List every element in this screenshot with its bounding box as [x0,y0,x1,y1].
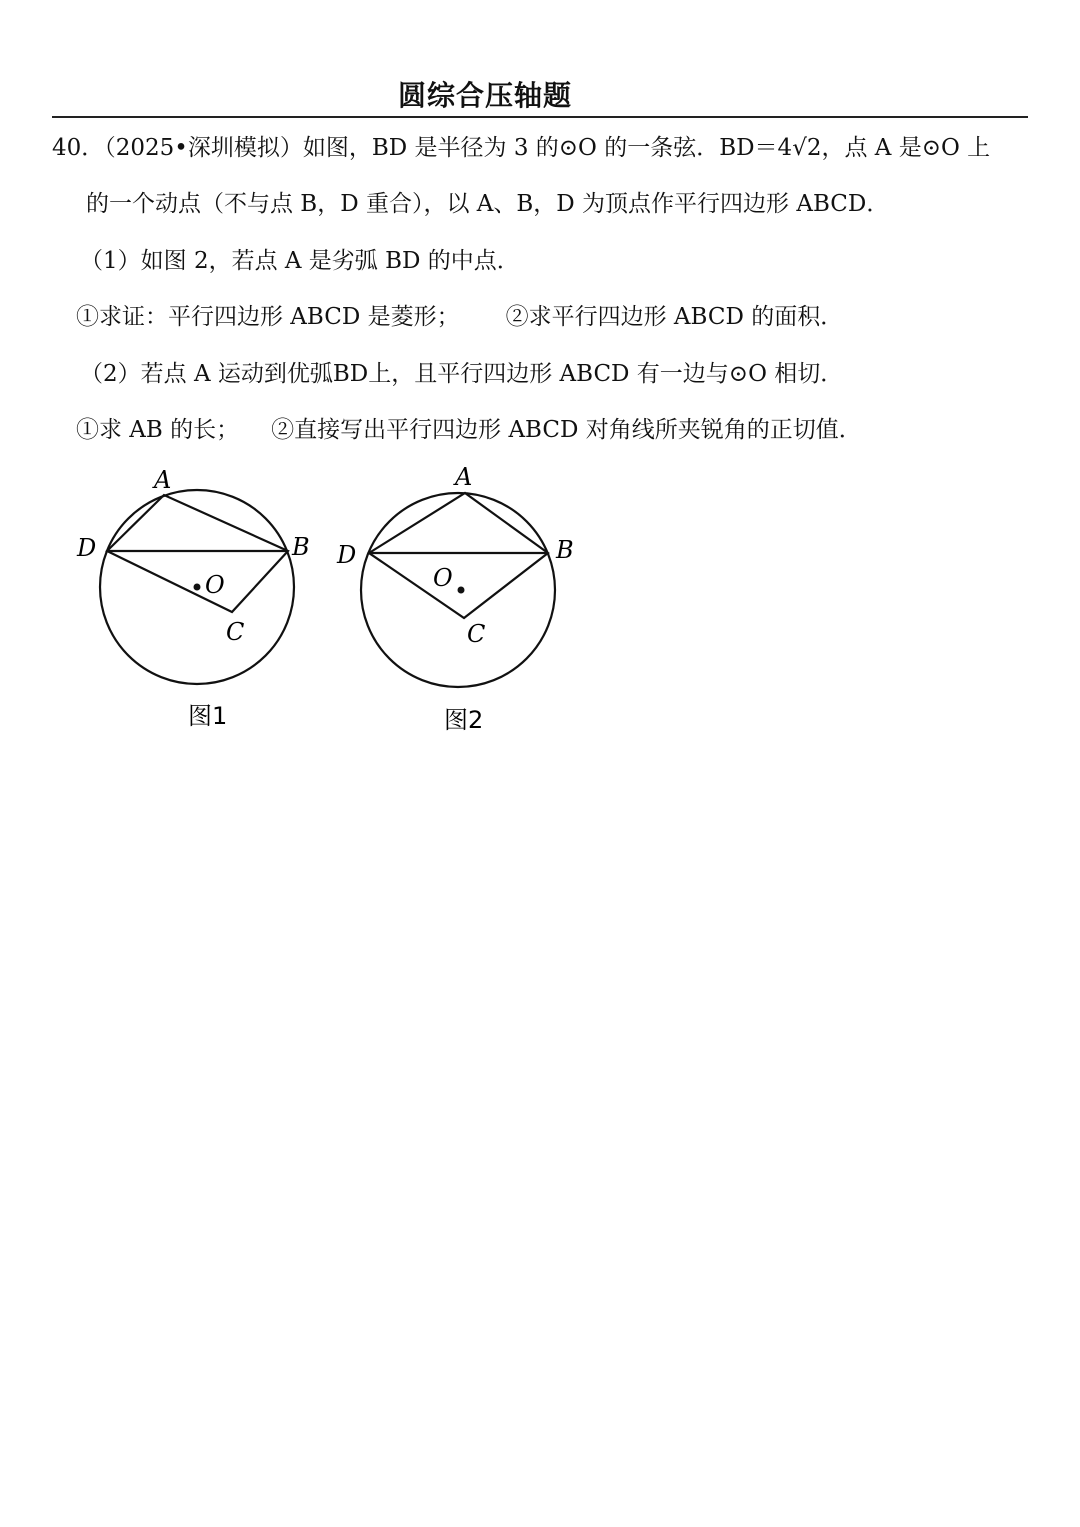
page-title: 圆综合压轴题 [397,79,572,112]
figure-2-label-a: A [455,463,473,491]
figure-1-label-b: B [292,533,310,561]
figure-1-caption: 图1 [188,702,228,730]
part-1-question-2: ②求平行四边形 ABCD 的面积． [505,304,844,330]
figure-2-rhombus [369,493,548,618]
part-1-question-1: ①求证：平行四边形 ABCD 是菱形； [76,304,460,330]
figure-1-label-d: D [77,534,97,562]
figure-2-label-d: D [337,541,357,569]
figure-2-label-b: B [556,536,574,564]
figure-1-label-a: A [154,466,172,494]
part-1-statement: （1）如图 2，若点 A 是劣弧 BD 的中点． [80,248,520,274]
part-2-question-1: ①求 AB 的长； [76,417,240,443]
figure-2-caption: 图2 [444,706,484,734]
figure-1-label-o: O [205,571,225,599]
problem-line-1: 40．（2025•深圳模拟）如图，BD 是半径为 3 的⊙O 的一条弦．BD＝4√2，点 A 是⊙O 上 [52,135,991,161]
figure-1-label-c: C [226,618,245,646]
part-2-question-2: ②直接写出平行四边形 ABCD 对角线所夹锐角的正切值． [271,417,862,443]
figure-1-center-point [194,584,201,591]
part-2-statement: （2）若点 A 运动到优弧BD上，且平行四边形 ABCD 有一边与⊙O 相切． [80,361,844,387]
figure-2-label-c: C [467,620,486,648]
problem-line-2: 的一个动点（不与点 B，D 重合），以 A、B，D 为顶点作平行四边形 ABCD． [86,191,890,217]
figure-2-label-o: O [433,564,453,592]
figure-2-center-point [458,587,465,594]
